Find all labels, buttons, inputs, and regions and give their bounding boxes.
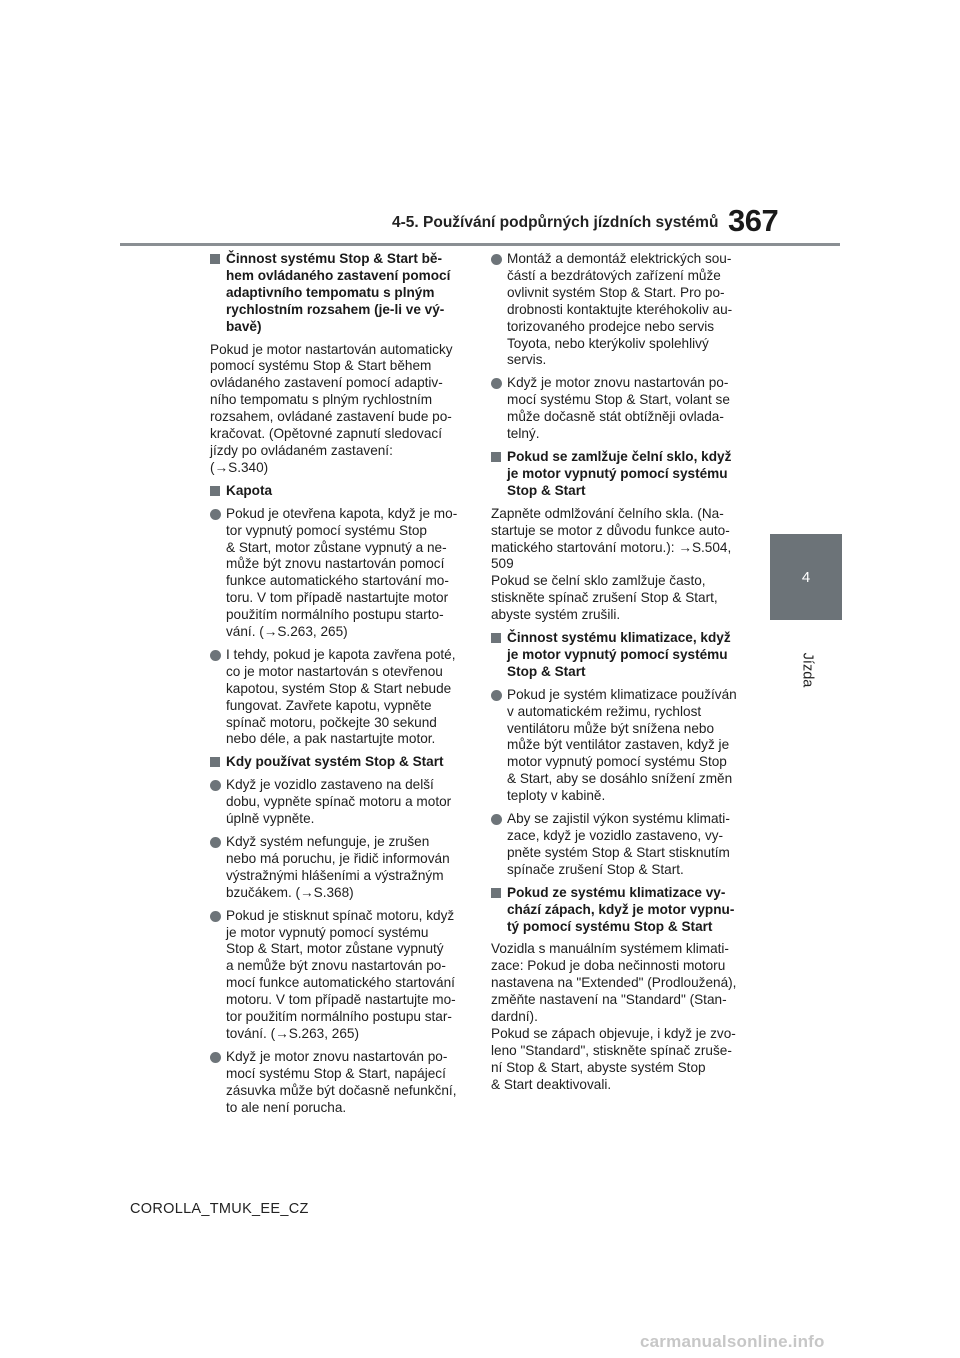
square-bullet-icon — [210, 486, 220, 496]
text-line: dardní). — [491, 1009, 538, 1025]
text-line: pomocí systému Stop & Start během — [210, 358, 432, 374]
text-line: Kapota — [226, 482, 273, 498]
round-bullet-icon — [210, 837, 221, 848]
square-bullet-icon — [210, 757, 220, 767]
text-line: Když systém nefunguje, je zrušen — [226, 834, 430, 849]
text-line: je motor vypnutý pomocí systému — [226, 924, 429, 940]
text-line: kapotou, systém Stop & Start nebude — [226, 680, 452, 696]
text-line: Pokud je otevřena kapota, když je mo- — [226, 505, 458, 521]
text-line: Vozidla s manuálním systémem klimati- — [491, 941, 729, 957]
left-column-para-1 — [210, 342, 468, 477]
text-line: tor vypnutý pomocí systému Stop — [226, 522, 427, 538]
text-line: použitím normálního postupu starto- — [226, 607, 444, 623]
text-line: (→S.340) — [210, 459, 269, 475]
left-column-bullet-4 — [210, 647, 468, 748]
square-bullet-icon — [491, 888, 501, 898]
round-bullet-icon — [491, 690, 502, 701]
text-line: Činnost systému klimatizace, když — [507, 630, 731, 646]
text-line: může dočasně stát obtížněji ovlada- — [507, 409, 724, 425]
text-line: leno "Standard", stiskněte spínač zruše- — [491, 1042, 732, 1058]
text-line: Aby se zajistil výkon systému klimati- — [507, 811, 730, 827]
right-column-para-3 — [491, 506, 749, 624]
text-line: může být znovu nastartován pomocí — [226, 556, 445, 572]
right-column-heading-4 — [491, 630, 749, 681]
left-column-bullet-7 — [210, 834, 468, 902]
text-line: mocí systému Stop & Start, volant se — [507, 392, 730, 408]
text-line: ventilátoru může být snížena nebo — [507, 720, 715, 736]
text-line: Stop & Start — [507, 663, 586, 679]
right-column-bullet-0 — [491, 251, 749, 369]
text-line: zace: Pokud je doba nečinnosti motoru — [491, 958, 726, 974]
text-line: nastavena na "Extended" (Prodloužená), — [491, 975, 737, 991]
round-bullet-icon — [210, 780, 221, 791]
text-line: to ale není porucha. — [226, 1099, 347, 1115]
document-code: COROLLA_TMUK_EE_CZ — [130, 1201, 309, 1217]
text-line: rozsahem, ovládané zastavení bude po- — [210, 409, 452, 425]
square-bullet-icon — [491, 633, 501, 643]
text-line: servis. — [507, 352, 547, 368]
left-column-bullet-9 — [210, 1049, 468, 1117]
text-line: telný. — [507, 426, 540, 442]
text-line: ovlivnit systém Stop & Start. Pro po- — [507, 284, 725, 300]
text-line: abyste systém zrušili. — [491, 607, 621, 623]
round-bullet-icon — [210, 650, 221, 661]
text-line: Když je motor znovu nastartován po- — [226, 1048, 448, 1064]
text-line: startuje se motor z důvodu funkce auto- — [491, 522, 730, 538]
right-column-heading-7 — [491, 885, 749, 936]
chapter-label — [797, 645, 817, 695]
text-line: co je motor nastartován s otevřenou — [226, 663, 443, 679]
chapter-tab[interactable] — [770, 534, 842, 620]
left-column-bullet-6 — [210, 777, 468, 828]
text-line: funkce automatického startování mo- — [226, 573, 449, 589]
text-line: Toyota, nebo kterýkoliv spolehlivý — [507, 335, 709, 351]
text-line: Kdy používat systém Stop & Start — [226, 754, 444, 770]
right-column-para-8 — [491, 941, 749, 1093]
text-line: adaptivního tempomatu s plným — [226, 284, 435, 300]
text-line: toru. V tom případě nastartujte motor — [226, 590, 449, 606]
text-line: 509 — [491, 556, 514, 572]
text-line: kračovat. (Opětovné zapnutí sledovací — [210, 426, 442, 442]
square-bullet-icon — [491, 452, 501, 462]
text-line: Montáž a demontáž elektrických sou- — [507, 251, 732, 266]
text-line: motor vypnutý pomocí systému Stop — [507, 754, 727, 770]
text-line: & Start, aby se dosáhlo snížení změn — [507, 771, 733, 787]
round-bullet-icon — [491, 254, 502, 265]
round-bullet-icon — [491, 814, 502, 825]
text-line: spínače zrušení Stop & Start. — [507, 861, 684, 877]
text-line: úplně vypněte. — [226, 811, 315, 827]
right-column-heading-2 — [491, 449, 749, 500]
left-column-heading-2 — [210, 483, 468, 500]
left-column-bullet-3 — [210, 506, 468, 641]
text-line: Stop & Start, motor zůstane vypnutý — [226, 941, 444, 957]
text-line: Pokud je motor nastartován automaticky — [210, 341, 453, 357]
right-column-bullet-6 — [491, 811, 749, 879]
text-line: výstražnými hlášeními a výstražným — [226, 867, 444, 883]
right-column — [491, 251, 749, 1100]
chapter-label-text: Jízda — [799, 652, 816, 688]
text-line: mocí funkce automatického startování — [226, 975, 455, 991]
text-line: Pokud ze systému klimatizace vy- — [507, 884, 726, 900]
text-line: částí a bezdrátových zařízení může — [507, 267, 721, 283]
text-line: stiskněte spínač zrušení Stop & Start, — [491, 590, 718, 606]
text-line: ního tempomatu s plným rychlostním — [210, 392, 433, 408]
text-line: matického startování motoru.): →S.504, — [491, 539, 732, 555]
text-line: dobu, vypněte spínač motoru a motor — [226, 794, 452, 810]
right-column-bullet-1 — [491, 375, 749, 443]
text-line: drobnosti kontaktujte kteréhokoliv au- — [507, 301, 733, 317]
text-line: a nemůže být znovu nastartován po- — [226, 958, 446, 974]
text-line: Pokud je systém klimatizace používán — [507, 686, 737, 702]
text-line: v automatickém režimu, rychlost — [507, 703, 702, 719]
text-line: zásuvka může být dočasně nefunkční, — [226, 1082, 457, 1098]
round-bullet-icon — [210, 1052, 221, 1063]
left-column-heading-0 — [210, 251, 468, 336]
left-column-heading-5 — [210, 754, 468, 771]
text-line: Když je vozidlo zastaveno na delší — [226, 777, 434, 793]
text-line: spínač motoru, počkejte 30 sekund — [226, 714, 437, 730]
round-bullet-icon — [210, 509, 221, 520]
text-line: Když je motor znovu nastartován po- — [507, 375, 729, 391]
text-line: tor použitím normálního postupu star- — [226, 1009, 452, 1025]
text-line: nebo déle, a pak nastartujte motor. — [226, 731, 436, 747]
round-bullet-icon — [491, 378, 502, 389]
text-line: motoru. V tom případě nastartujte mo- — [226, 992, 456, 1008]
round-bullet-icon — [210, 911, 221, 922]
left-column-bullet-8 — [210, 908, 468, 1043]
text-line: pněte systém Stop & Start stisknutím — [507, 844, 730, 860]
text-line: rychlostním rozsahem (je-li ve vý- — [226, 301, 445, 317]
text-line: bzučákem. (→S.368) — [226, 884, 354, 900]
text-line: Činnost systému Stop & Start bě- — [226, 251, 443, 266]
text-line: vání. (→S.263, 265) — [226, 624, 348, 640]
text-line: torizovaného prodejce nebo servis — [507, 318, 715, 334]
text-line: může být ventilátor zastaven, když je — [507, 737, 730, 753]
text-line: fungovat. Zavřete kapotu, vypněte — [226, 697, 432, 713]
right-column-bullet-5 — [491, 687, 749, 805]
text-line: tý pomocí systému Stop & Start — [507, 918, 713, 934]
watermark: carmanualsonline.info — [640, 1332, 825, 1351]
text-line: teploty v kabině. — [507, 788, 606, 804]
text-line: ní Stop & Start, abyste systém Stop — [491, 1059, 706, 1075]
text-line: hem ovládaného zastavení pomocí — [226, 267, 451, 283]
text-line: bavě) — [226, 318, 262, 334]
text-line: je motor vypnutý pomocí systému — [507, 646, 728, 662]
text-line: chází zápach, když je motor vypnu- — [507, 901, 735, 917]
text-line: Zapněte odmlžování čelního skla. (Na- — [491, 505, 724, 521]
text-line: Pokud se zamlžuje čelní sklo, když — [507, 448, 732, 464]
text-line: Pokud se zápach objevuje, i když je zvo- — [491, 1025, 736, 1041]
section-title: 4-5. Používání podpůrných jízdních systémů — [392, 214, 719, 231]
text-line: I tehdy, pokud je kapota zavřena poté, — [226, 646, 456, 662]
text-line: Pokud je stisknut spínač motoru, když — [226, 907, 455, 923]
text-line: ovládaného zastavení pomocí adaptiv- — [210, 375, 443, 391]
square-bullet-icon — [210, 254, 220, 264]
text-line: je motor vypnutý pomocí systému — [507, 465, 728, 481]
text-line: jízdy po ovládaném zastavení: — [210, 442, 393, 458]
text-line: Stop & Start — [507, 482, 586, 498]
text-line: Pokud se čelní sklo zamlžuje často, — [491, 573, 706, 589]
page-number: 367 — [728, 203, 779, 238]
text-line: & Start deaktivovali. — [491, 1076, 612, 1092]
text-line: mocí systému Stop & Start, napájecí — [226, 1065, 446, 1081]
header-divider — [120, 243, 840, 246]
chapter-tab-number: 4 — [801, 568, 811, 586]
text-line: tování. (→S.263, 265) — [226, 1025, 359, 1041]
left-column — [210, 251, 468, 1123]
text-line: & Start, motor zůstane vypnutý a ne- — [226, 539, 447, 555]
text-line: zace, když je vozidlo zastaveno, vy- — [507, 828, 724, 843]
text-line: změňte nastavení na "Standard" (Stan- — [491, 992, 727, 1008]
text-line: nebo má poruchu, je řidič informován — [226, 850, 450, 866]
